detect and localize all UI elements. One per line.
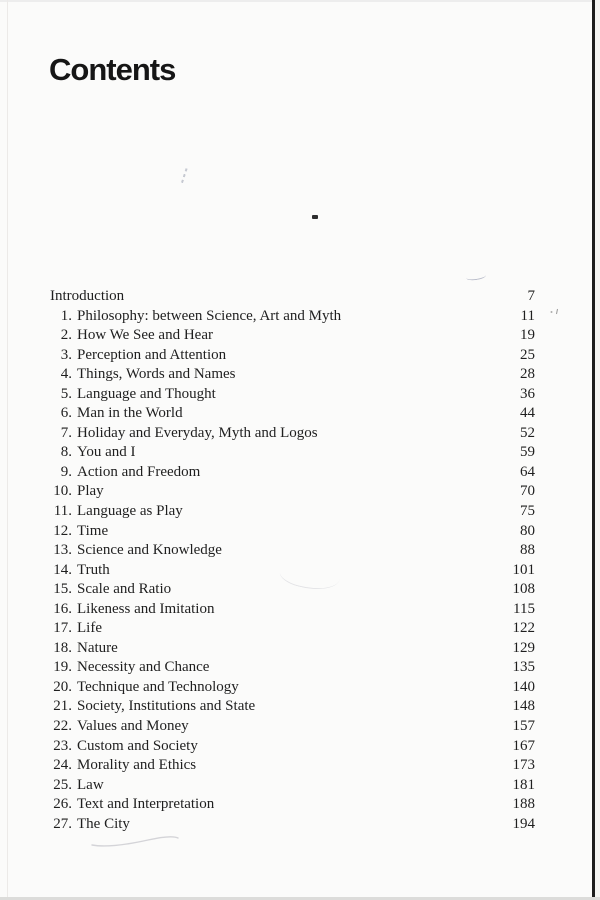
toc-entry-title: Perception and Attention: [77, 346, 227, 363]
toc-entry: [50, 678, 535, 698]
toc-entry-title: Holiday and Everyday, Myth and Logos: [77, 424, 318, 441]
toc-entry-number: 21.: [53, 698, 72, 715]
toc-entry: [50, 482, 535, 502]
toc-entry-number: 20.: [53, 678, 72, 695]
toc-entry-page-number: 148: [512, 698, 535, 715]
scan-scratch-mark: [180, 168, 187, 185]
toc-entry-title: Society, Institutions and State: [77, 698, 256, 715]
toc-entry-number: 10.: [53, 483, 72, 500]
toc-entry-page-number: 188: [512, 796, 535, 813]
toc-entry-page-number: 28: [520, 366, 535, 383]
toc-entry-title: Custom and Society: [77, 737, 198, 754]
toc-entry: [50, 404, 535, 424]
toc-entry-number: 9.: [60, 463, 72, 480]
toc-entry-title: Values and Money: [77, 718, 189, 735]
toc-entry-number: 6.: [60, 405, 72, 422]
toc-entry: [50, 346, 535, 366]
toc-entry-page-number: 80: [520, 522, 535, 539]
toc-entry-page-number: 36: [520, 385, 535, 402]
toc-entry-title: Life: [77, 620, 102, 637]
toc-entry-number: 3.: [60, 346, 72, 363]
toc-entry-number: 24.: [53, 757, 72, 774]
toc-entry-title: Morality and Ethics: [77, 757, 197, 774]
toc-entry-page-number: 70: [520, 483, 535, 500]
toc-entry-page-number: 19: [520, 327, 535, 344]
scan-edge-right-sliver: [595, 0, 600, 900]
toc-entry-title: Play: [77, 483, 104, 500]
toc-entry-number: 22.: [53, 718, 72, 735]
toc-entry-number: 1.: [60, 307, 72, 324]
toc-entry-page-number: 167: [512, 737, 535, 754]
toc-entry-page-number: 157: [512, 718, 535, 735]
toc-entry: [50, 385, 535, 405]
toc-entry: [50, 443, 535, 463]
toc-entry: [50, 424, 535, 444]
toc-entry-number: 18.: [53, 639, 72, 656]
toc-entry-title: Science and Knowledge: [77, 542, 222, 559]
toc-entry: [50, 776, 535, 796]
toc-entry-title: Language as Play: [77, 503, 183, 520]
toc-entry-number: 25.: [53, 776, 72, 793]
toc-entry-page-number: 194: [512, 815, 535, 832]
toc-entry-title: Language and Thought: [77, 385, 216, 402]
toc-entry: [50, 307, 535, 327]
toc-entry-number: 8.: [60, 444, 72, 461]
toc-entry-page-number: 181: [512, 776, 535, 793]
toc-entry-number: 26.: [53, 796, 72, 813]
toc-entry-number: 2.: [60, 327, 72, 344]
toc-entry: [50, 639, 535, 659]
toc-entry: [50, 287, 535, 307]
toc-entry-number: 19.: [53, 659, 72, 676]
scan-scratch-mark: [466, 272, 487, 282]
toc-entry: [50, 502, 535, 522]
toc-entry-number: 23.: [53, 737, 72, 754]
toc-entry-page-number: 64: [520, 463, 535, 480]
toc-entry: [50, 522, 535, 542]
scan-edge-top: [0, 0, 600, 2]
toc-entry-page-number: 11: [520, 307, 535, 324]
toc-entry-title: Scale and Ratio: [77, 581, 172, 598]
toc-entry-number: 14.: [53, 561, 72, 578]
toc-entry-title: Philosophy: between Science, Art and Myth: [77, 307, 342, 324]
toc-entry-title: Nature: [77, 639, 118, 656]
toc-entry-page-number: 52: [520, 424, 535, 441]
toc-entry-title: Introduction: [50, 288, 125, 304]
toc-entry-number: 13.: [53, 542, 72, 559]
toc-entry-title: Law: [77, 776, 104, 793]
scan-edge-right-line: [592, 0, 595, 900]
toc-entry-title: How We See and Hear: [77, 327, 213, 344]
toc-entry: [50, 795, 535, 815]
toc-entry-number: 12.: [53, 522, 72, 539]
toc-entry-title: Things, Words and Names: [77, 366, 236, 383]
toc-entry: [50, 463, 535, 483]
toc-entry-page-number: 101: [512, 561, 535, 578]
toc-entry: [50, 600, 535, 620]
toc-entry-page-number: 59: [520, 444, 535, 461]
toc-entry-number: 5.: [60, 385, 72, 402]
toc-entry-page-number: 140: [512, 678, 535, 695]
toc-entry-number: 15.: [53, 581, 72, 598]
toc-entry-title: Text and Interpretation: [77, 796, 215, 813]
toc-entry-title: Necessity and Chance: [77, 659, 210, 676]
toc-entry-number: 17.: [53, 620, 72, 637]
toc-entry: [50, 326, 535, 346]
toc-entry-number: 27.: [53, 815, 72, 832]
toc-entry-title: Likeness and Imitation: [77, 600, 215, 617]
toc-entry: [50, 697, 535, 717]
scan-pencil-scribble: [90, 832, 180, 850]
toc-entry-title: The City: [77, 815, 130, 832]
toc-entry-page-number: 88: [520, 542, 535, 559]
toc-entry: [50, 717, 535, 737]
toc-entry-page-number: 173: [512, 757, 535, 774]
toc-entry: [50, 658, 535, 678]
toc-entry-page-number: 135: [512, 659, 535, 676]
toc-entry-number: 11.: [53, 503, 72, 520]
toc-entry-page-number: 7: [527, 288, 535, 304]
scan-ink-fleck: [312, 215, 318, 219]
toc-entry-title: Time: [77, 522, 109, 539]
toc-entry-page-number: 115: [513, 600, 535, 617]
toc-entry-number: 4.: [60, 366, 72, 383]
toc-entry-page-number: 25: [520, 346, 535, 363]
toc-entry-title: You and I: [77, 444, 136, 461]
toc-entry-title: Man in the World: [77, 405, 183, 422]
toc-entry: [50, 619, 535, 639]
toc-entry-number: 7.: [60, 424, 72, 441]
toc-entry: [50, 365, 535, 385]
toc-entry: [50, 756, 535, 776]
toc-entry-number: 16.: [53, 600, 72, 617]
scan-tick-mark: [550, 308, 560, 316]
toc-entry-page-number: 122: [512, 620, 535, 637]
toc-entry-title: Technique and Technology: [77, 678, 239, 695]
toc-entry-title: Truth: [77, 561, 110, 578]
toc-entry-page-number: 108: [512, 581, 535, 598]
toc-entry: [50, 737, 535, 757]
toc-entry-page-number: 75: [520, 503, 535, 520]
toc-entry-title: Action and Freedom: [77, 463, 201, 480]
scan-edge-left-line: [7, 0, 8, 900]
toc-entry-page-number: 129: [512, 639, 535, 656]
toc-entry-page-number: 44: [520, 405, 535, 422]
page-title: Contents: [49, 52, 176, 87]
